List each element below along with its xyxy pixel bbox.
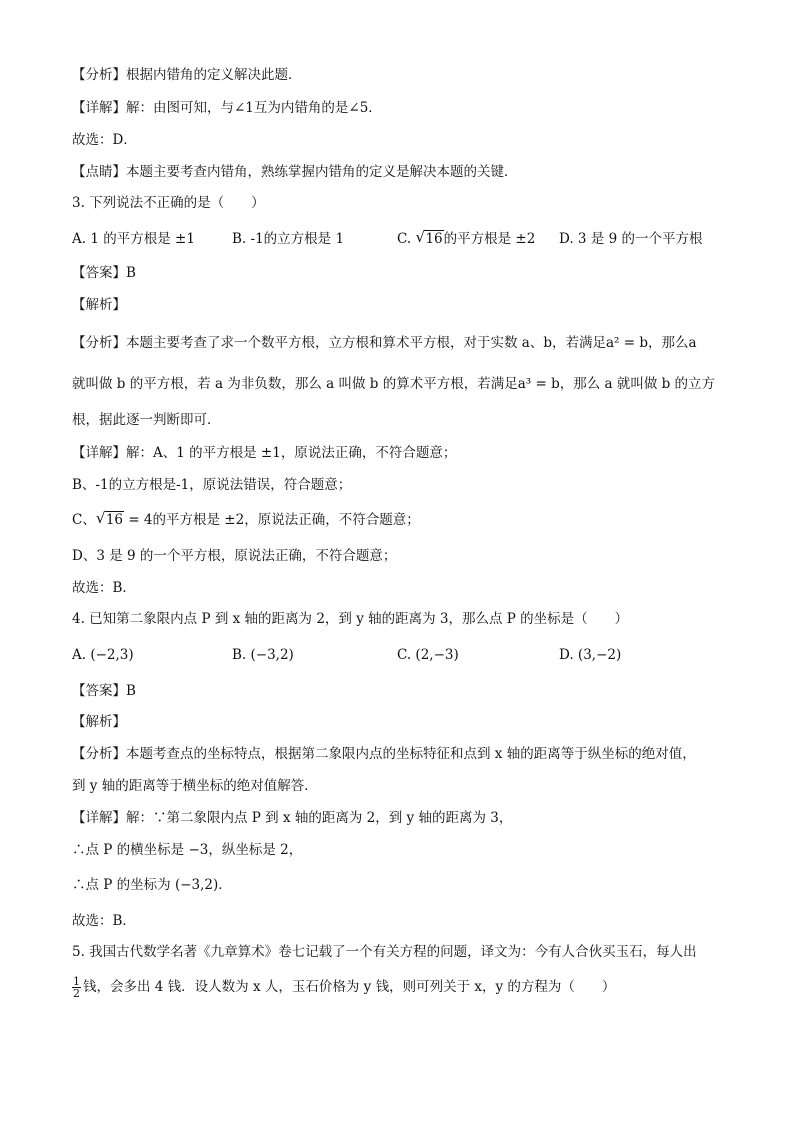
q3-analysis-line3: 根，据此逐一判断即可． <box>72 412 221 428</box>
q5-question-line2 <box>72 976 615 999</box>
q4-option-a: A. (−2,3) <box>72 647 134 663</box>
q4-option-b: B. (−3,2) <box>232 647 294 663</box>
q3-answer: 【答案】B <box>72 265 136 281</box>
q3-analysis-line1: 【分析】本题主要考查了求一个数平方根，立方根和算术平方根，对于实数 a、b，若满足a² = b，那么a <box>72 335 697 351</box>
q3-detail-d: D、3 是 9 的一个平方根，原说法正确，不符合题意； <box>72 548 397 564</box>
q3-detail-c-prefix: C、 <box>72 512 96 528</box>
q3-choose: 故选：B． <box>72 580 136 596</box>
q2-detail: 【详解】解：由图可知，与∠1互为内错角的是∠5． <box>72 100 382 116</box>
q4-jiexi: 【解析】 <box>72 714 126 730</box>
q2-comment: 【点睛】本题主要考查内错角，熟练掌握内错角的定义是解决本题的关键． <box>72 164 518 180</box>
q4-detail-line3: ∴点 P 的坐标为 (−3,2)． <box>72 877 232 893</box>
q4-analysis-line1: 【分析】本题考查点的坐标特点，根据第二象限内点的坐标特征和点到 x 轴的距离等于纵坐标的绝对值， <box>72 746 696 762</box>
q4-option-d: D. (3,−2) <box>559 647 622 663</box>
q3-detail-b: B、-1的立方根是-1，原说法错误，符合题意； <box>72 477 352 493</box>
q3-detail-c-radicand: 16 <box>105 512 124 528</box>
q5-question-line2-text: 钱，会多出 4 钱．设人数为 x 人，玉石价格为 y 钱，则可列关于 x，y 的方程为（ ） <box>83 979 616 995</box>
q4-analysis-line2: 到 y 轴的距离等于横坐标的绝对值解答． <box>72 778 318 794</box>
q3-detail-a: 【详解】解：A、1 的平方根是 ±1，原说法正确，不符合题意； <box>72 445 457 461</box>
q2-analysis: 【分析】根据内错角的定义解决此题． <box>72 67 302 83</box>
q3-detail-c-suffix: = 4的平方根是 ±2，原说法正确，不符合题意； <box>124 512 420 528</box>
q4-option-c: C. (2,−3) <box>397 647 459 663</box>
q3-option-a: A. 1 的平方根是 ±1 <box>72 231 195 247</box>
fraction-one-half <box>72 976 81 999</box>
q3-option-d: D. 3 是 9 的一个平方根 <box>559 231 703 247</box>
q4-question: 4. 已知第二象限内点 P 到 x 轴的距离为 2，到 y 轴的距离为 3，那么点 P 的坐标是（ ） <box>72 611 629 627</box>
q3-option-b: B. -1的立方根是 1 <box>232 231 345 247</box>
q4-detail-line1: 【详解】解：∵第二象限内点 P 到 x 轴的距离为 2，到 y 轴的距离为 3， <box>72 810 513 826</box>
q5-question-line1: 5. 我国古代数学名著《九章算术》卷七记载了一个有关方程的问题，译文为：今有人合伙买玉石，每人出 <box>72 944 697 960</box>
sqrt-symbol: √ 16 <box>95 509 124 528</box>
q4-answer: 【答案】B <box>72 683 136 699</box>
q3-question: 3. 下列说法不正确的是（ ） <box>72 195 265 211</box>
q2-choose: 故选：D． <box>72 132 137 148</box>
q4-detail-line2: ∴点 P 的横坐标是 −3，纵坐标是 2， <box>72 842 303 858</box>
q3-option-c-radicand: 16 <box>425 231 443 247</box>
q3-detail-c <box>72 511 420 529</box>
q4-choose: 故选：B． <box>72 913 136 929</box>
q3-option-c-suffix: 的平方根是 ±2 <box>443 231 536 247</box>
fraction-numerator: 1 <box>73 975 80 988</box>
q3-option-c <box>397 230 535 248</box>
q3-jiexi: 【解析】 <box>72 297 126 313</box>
q3-analysis-line2: 就叫做 b 的平方根，若 a 为非负数，那么 a 叫做 b 的算术平方根，若满足a³ = b，那么 a 就叫做 b 的立方 <box>72 376 716 392</box>
sqrt-symbol: √ 16 <box>415 228 443 247</box>
fraction-denominator: 2 <box>73 987 80 1000</box>
q3-option-c-prefix: C. <box>397 231 412 247</box>
